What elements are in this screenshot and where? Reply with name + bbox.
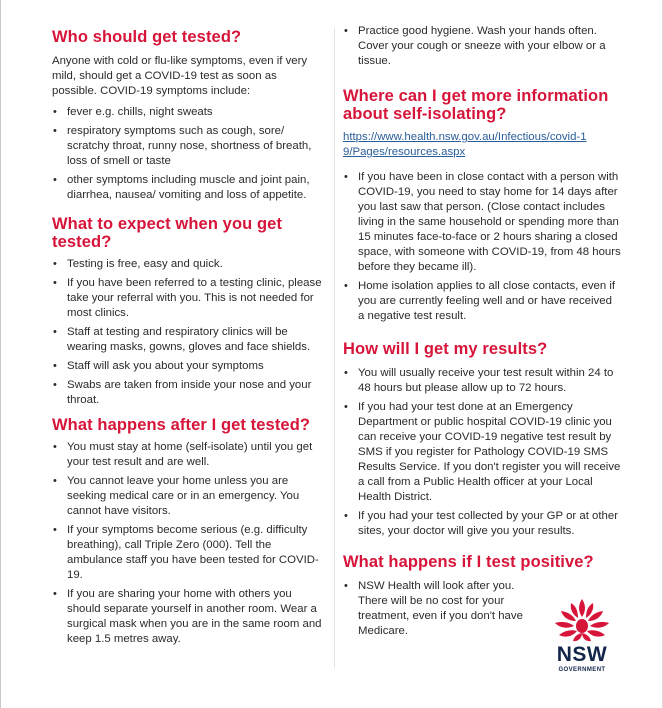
tested-intro: Anyone with cold or flu-like symptoms, even if very mild, should get a COVID-19 test as soon as possible. COVID-19 symptoms include: bbox=[52, 55, 308, 97]
list-item: • If your symptoms become serious (e.g. difficulty breathing), call Triple Zero (000). Tell the ambulance staff you have been tested for COVID-19. bbox=[52, 523, 324, 583]
column-divider bbox=[334, 28, 335, 668]
list-item: • fever e.g. chills, night sweats bbox=[52, 105, 324, 120]
list-item: • You cannot leave your home unless you are seeking medical care or in an emergency. You cannot have visitors. bbox=[52, 474, 324, 519]
left-column bbox=[52, 0, 324, 651]
list-item: • Staff will ask you about your symptoms bbox=[52, 359, 324, 374]
list-item: • You must stay at home (self-isolate) until you get your test result and are well. bbox=[52, 440, 324, 470]
list-item: • Testing is free, easy and quick. bbox=[52, 257, 324, 272]
logo-subtitle: GOVERNMENT bbox=[558, 667, 606, 673]
logo-wordmark: NSW bbox=[556, 643, 608, 666]
symptoms-list bbox=[52, 105, 324, 203]
results-list bbox=[343, 366, 621, 539]
list-item: • If you have been in close contact with a person with COVID-19, you need to stay home for 14 days after you last saw that person. (Close contact includes living in the same household or spending more than 15 minutes face-to-face or 2 hours sharing a closed space, with someone with COVID-19, from 48 hours before they became ill). bbox=[343, 170, 621, 275]
list-item: • If you had your test done at an Emergency Department or public hospital COVID-19 clinic you can receive your COVID-19 negative test result by SMS if you register for Pathology COVID-19 SMS Results Service. If you don't register you will receive a call from a Public Health officer at your Local Health District. bbox=[343, 400, 621, 505]
list-item: • Home isolation applies to all close contacts, even if you are currently feeling well and or have received a negative test result. bbox=[343, 279, 621, 324]
after-list bbox=[52, 440, 324, 647]
info-list bbox=[343, 170, 621, 324]
right-column bbox=[343, 0, 621, 643]
list-item: • If you are sharing your home with others you should separate yourself in another room. Wear a surgical mask when you are in the same room and keep 1.5 metres away. bbox=[52, 587, 324, 647]
test-positive-heading: What happens if I test positive? bbox=[343, 553, 594, 571]
results-heading: How will I get my results? bbox=[343, 340, 548, 358]
list-item: • Practice good hygiene. Wash your hands often. Cover your cough or sneeze with your elbow or a tissue. bbox=[343, 24, 621, 69]
list-item: • other symptoms including muscle and joint pain, diarrhea, nausea/ vomiting and loss of appetite. bbox=[52, 173, 324, 203]
list-item: • Staff at testing and respiratory clinics will be wearing masks, gowns, gloves and face shields. bbox=[52, 325, 324, 355]
waratah-flower-icon bbox=[549, 597, 615, 645]
what-happens-after-heading: What happens after I get tested? bbox=[52, 416, 311, 434]
expect-list bbox=[52, 257, 324, 408]
positive-list bbox=[343, 579, 543, 639]
self-isolating-resources-link[interactable]: https://www.health.nsw.gov.au/Infectious/covid-19/Pages/resources.aspx bbox=[343, 131, 587, 158]
list-item: • If you had your test collected by your GP or at other sites, your doctor will give you your results. bbox=[343, 509, 621, 539]
who-should-get-tested-heading: Who should get tested? bbox=[52, 28, 242, 46]
what-to-expect-heading: What to expect when you get tested? bbox=[52, 215, 283, 251]
hygiene-list bbox=[343, 24, 621, 69]
list-item: • Swabs are taken from inside your nose and your throat. bbox=[52, 378, 324, 408]
nsw-government-logo bbox=[549, 597, 615, 697]
list-item: • You will usually receive your test result within 24 to 48 hours but please allow up to 72 hours. bbox=[343, 366, 621, 396]
list-item: • If you have been referred to a testing clinic, please take your referral with you. This is not needed for most clinics. bbox=[52, 276, 324, 321]
list-item: • respiratory symptoms such as cough, sore/ scratchy throat, runny nose, shortness of breath, loss of smell or taste bbox=[52, 124, 324, 169]
more-information-heading: Where can I get more information about self-isolating? bbox=[343, 87, 609, 123]
list-item: • NSW Health will look after you. There will be no cost for your treatment, even if you don't have Medicare. bbox=[343, 579, 543, 639]
